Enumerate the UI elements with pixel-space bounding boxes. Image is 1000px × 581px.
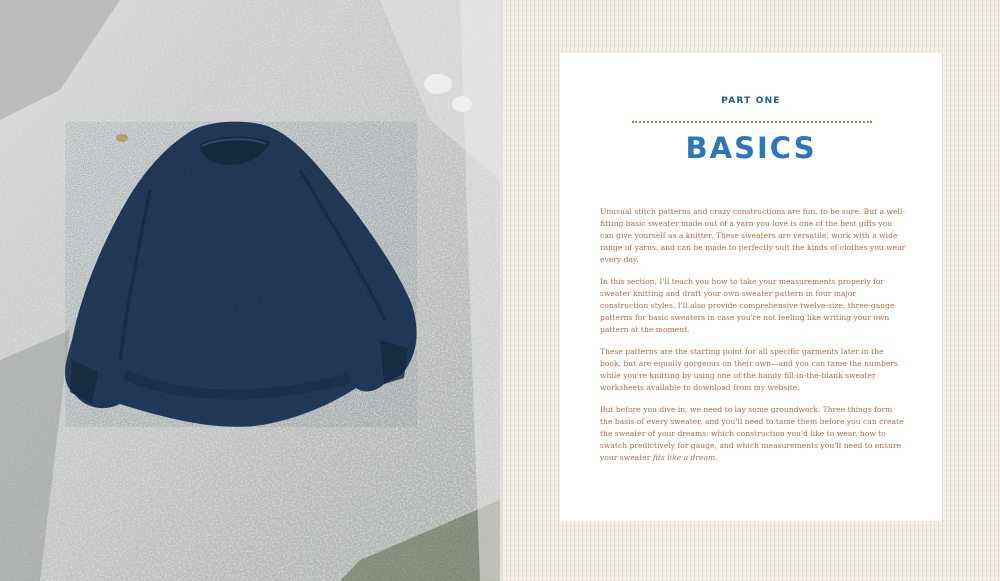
- paragraph: These patterns are the starting point for all specific garments later in the book, but are equally gorgeous on their own—and you can tame the numbers while you're knitting by using one of the handy fill-in-the-blank sweater worksheets available to download from my website.: [600, 347, 898, 392]
- paragraph: Unusual stitch patterns and crazy constructions are fun, to be sure. But a well-fitting basic sweater made out of a yarn you love is one of the best gifts you can give yourself as a knitter. These sweaters are versatile, work with a wide range of yarns, and can be made to perfectly suit the kinds of clothes you wear every day.: [600, 207, 906, 264]
- emphasis-text: fits like a dream: [652, 452, 716, 462]
- dotted-divider: [632, 121, 872, 123]
- body-text: [600, 206, 906, 474]
- paragraph-text: But before you dive in, we need to lay some groundwork. Three things form the basis of every sweater, and you'll need to tame them before you can create the sweater of your dreams: which construction you'd like to wear, how to swatch predictively for gauge, and which measurements you'll need to ensure your sweater: [600, 405, 904, 462]
- paragraph: In this section, I'll teach you how to take your measurements properly for sweater knitting and draft your own sweater pattern in four major construction styles. I'll also provide comprehensive twelve-size, three-gauge patterns for basic sweaters in case you're not feeling like writing your own pattern at the moment.: [600, 277, 895, 334]
- section-title: BASICS: [685, 131, 817, 165]
- paragraph-end: .: [715, 452, 718, 462]
- paragraph-last: [600, 404, 906, 464]
- text-page: [502, 0, 1000, 581]
- content-card: [560, 53, 942, 521]
- part-label: PART ONE: [721, 96, 781, 106]
